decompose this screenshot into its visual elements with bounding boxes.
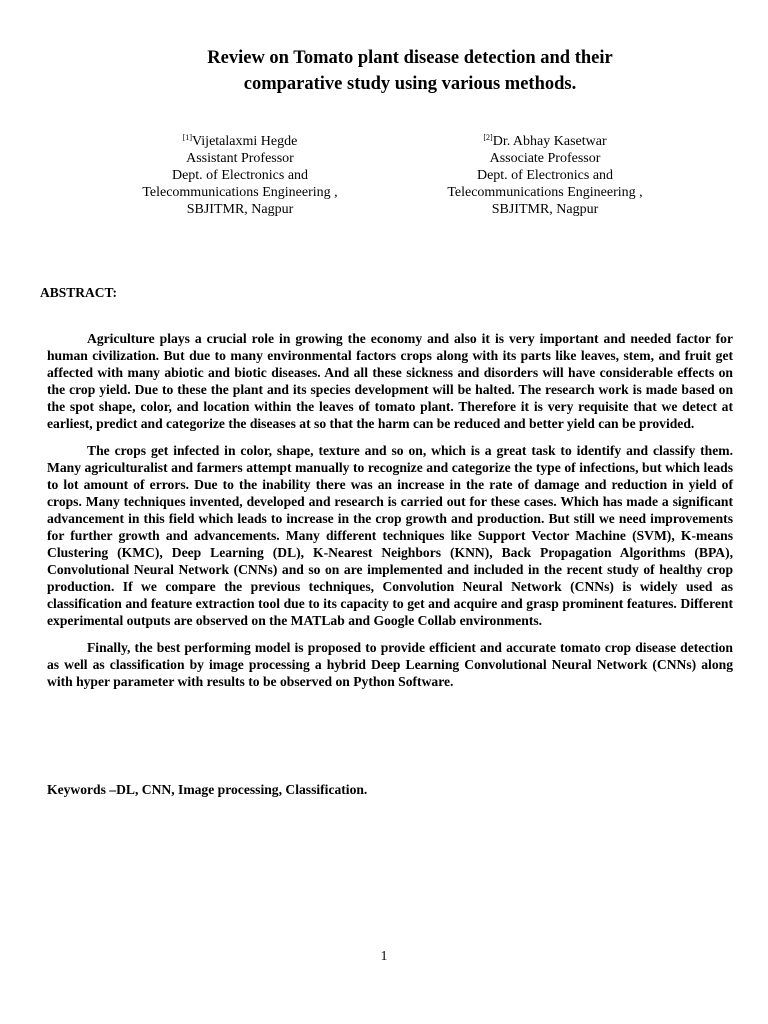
author-name: Dr. Abhay Kasetwar: [492, 134, 607, 149]
abstract-paragraph-3: Finally, the best performing model is proposed to provide efficient and accurate tomato crop disease detection as well as classification by image processing a hybrid Deep Learning Convolutional Neural Network (CNNs) along with hyper parameter with results to be observed on Python Software.: [47, 640, 733, 690]
keywords-line: Keywords –DL, CNN, Image processing, Classification.: [47, 782, 368, 797]
paper-title-line-1: Review on Tomato plant disease detection and their: [207, 48, 613, 68]
abstract-body: [47, 331, 733, 702]
author-position: Associate Professor: [489, 151, 601, 166]
author-reference-marker: [1]: [182, 133, 193, 142]
author-department-line-2: Telecommunications Engineering ,: [142, 185, 338, 200]
author-name: Vijetalaxmi Hegde: [192, 134, 298, 149]
paper-title-line-2: comparative study using various methods.: [243, 74, 577, 94]
abstract-paragraph-2: The crops get infected in color, shape, texture and so on, which is a great task to identify and classify them. Many agriculturalist and farmers attempt manually to recognize and categorize the type of infections, but which leads to lot amount of errors. Due to the inability there was an increase in the rate of damage and reduction in yield of crops. Many techniques invented, developed and research is carried out for these cases. Which has made a significant advancement in this field which leads to increase in the crop growth and production. But still we need improvements for further growth and advancements. Many different techniques like Support Vector Machine (SVM), K-means Clustering (KMC), Deep Learning (DL), K-Nearest Neighbors (KNN), Back Propagation Algorithms (BPA), Convolutional Neural Network (CNNs) and so on are implemented and included in the recent study of healthy crop production. If we compare the previous techniques, Convolution Neural Network (CNNs) is widely used as classification and feature extraction tool due to its capacity to get and acquire and grasp prominent features. Different experimental outputs are observed on the MATLab and Google Collab environments.: [47, 443, 733, 628]
author-institute: SBJITMR, Nagpur: [186, 202, 294, 217]
author-reference-marker: [2]: [483, 133, 493, 142]
paper-title: [110, 45, 710, 97]
page-number: 1: [380, 948, 388, 963]
author-department-line-1: Dept. of Electronics and: [476, 168, 614, 183]
abstract-paragraph-1: Agriculture plays a crucial role in growing the economy and also it is very important and needed factor for human civilization. But due to many environmental factors crops along with its parts like leaves, stem, and fruit get affected with many abiotic and biotic diseases. And all these sickness and disorders will have considerable effects on the crop yield. Due to these the plant and its species development will be halted. The research work is made based on the spot shape, color, and location within the leaves of tomato plant. Therefore it is very requisite that we detect at earliest, predict and categorize the diseases at so that the harm can be reduced and better yield can be provided.: [47, 331, 733, 431]
author-department-line-1: Dept. of Electronics and: [171, 168, 309, 183]
author-institute: SBJITMR, Nagpur: [491, 202, 599, 217]
author-name-line: [110, 133, 370, 150]
author-block-2: [415, 133, 675, 218]
author-name-line: [415, 133, 675, 150]
author-position: Assistant Professor: [186, 151, 294, 166]
author-department-line-2: Telecommunications Engineering ,: [447, 185, 643, 200]
author-block-1: [110, 133, 370, 218]
abstract-heading: ABSTRACT:: [40, 285, 118, 300]
